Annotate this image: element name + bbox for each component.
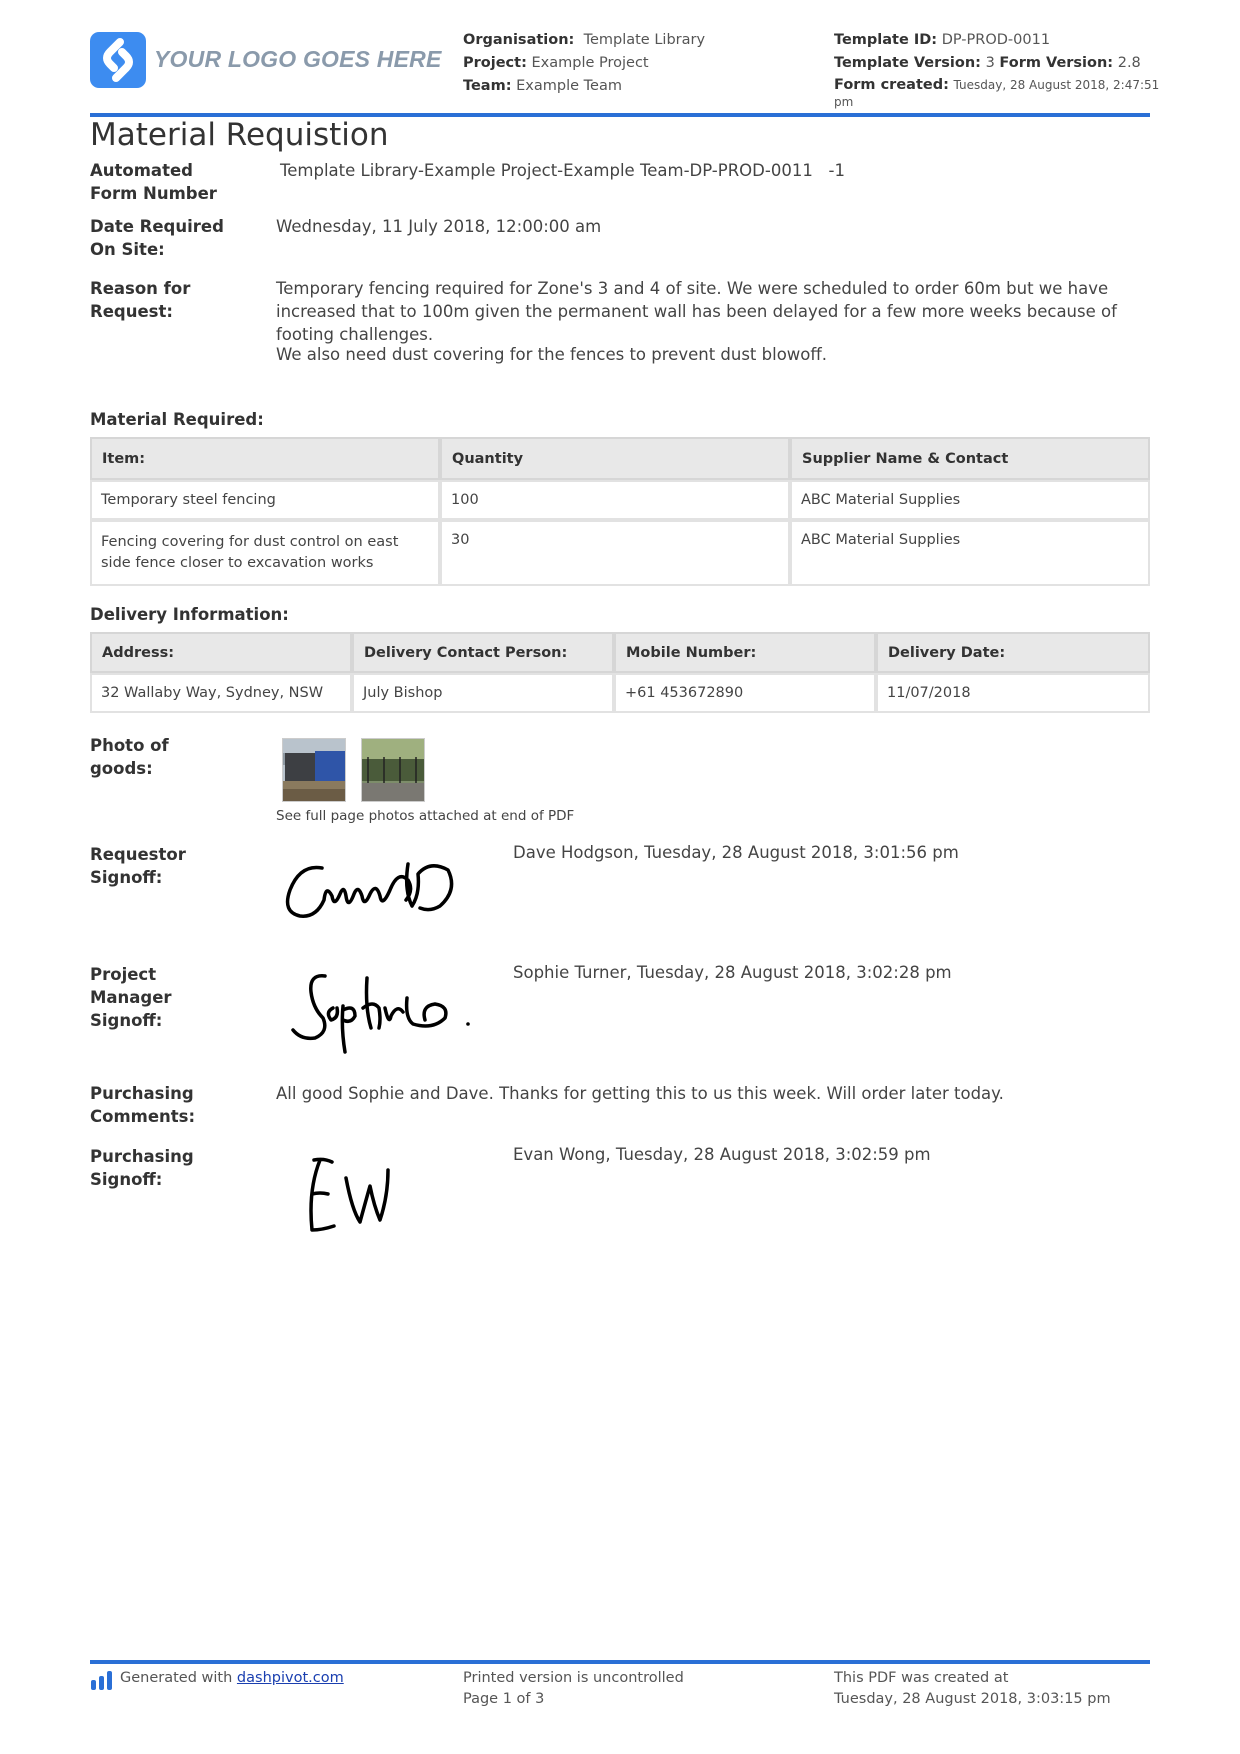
- goods-photo-2[interactable]: [361, 738, 425, 802]
- dashpivot-icon: [91, 1670, 113, 1694]
- project-manager-label: Project Manager Signoff:: [90, 965, 172, 1030]
- header-meta-left: Organisation: Template Library Project: Example Project Team: Example Team: [463, 32, 706, 94]
- reason-paragraph-1: Temporary fencing required for Zone's 3 and 4 of site. We were scheduled to order 60m but we have increased that to 100m given the permanent wall has been delayed for a few more weeks because of footing challenges.: [276, 279, 1117, 344]
- table-row: [90, 520, 1150, 586]
- delivery-col-date: Delivery Date:: [876, 632, 1150, 673]
- purchasing-comments-label: Purchasing Comments:: [90, 1084, 196, 1126]
- form-created-value: Tuesday, 28 August 2018, 2:47:51: [953, 78, 1160, 92]
- material-item: Fencing covering for dust control on east side fence closer to excavation works: [90, 520, 440, 586]
- material-quantity: 30: [440, 520, 790, 586]
- footer-printed: Printed version is uncontrolled: [463, 1670, 684, 1686]
- footer-page-number: Page 1 of 3: [463, 1691, 545, 1707]
- table-row: [90, 480, 1150, 520]
- project-value: Example Project: [531, 55, 649, 71]
- form-created-tail: pm: [834, 95, 854, 109]
- material-header-row: [90, 437, 1150, 480]
- form-number-label: Automated Form Number: [90, 161, 217, 203]
- header-meta-right: Template ID: DP-PROD-0011 Template Version: 3 Form Version: 2.8 Form created: Tuesday, 28 August 2018, 2:47:51 pm: [834, 32, 1160, 109]
- footer-divider: [90, 1660, 1150, 1664]
- delivery-section-label: Delivery Information:: [90, 605, 289, 624]
- requestor-signature: [280, 850, 460, 930]
- reason-label: Reason for Request:: [90, 279, 191, 321]
- template-version-value: 3: [985, 55, 995, 71]
- material-section-label: Material Required:: [90, 410, 264, 429]
- organisation-value: Template Library: [583, 32, 706, 48]
- date-required-value: Wednesday, 11 July 2018, 12:00:00 am: [276, 217, 602, 236]
- form-version-value: 2.8: [1117, 55, 1141, 71]
- material-table: [90, 437, 1150, 586]
- project-manager-signature: [285, 968, 475, 1058]
- requestor-label: Requestor Signoff:: [90, 845, 186, 887]
- reason-paragraph-2: We also need dust covering for the fences to prevent dust blowoff.: [276, 345, 828, 364]
- footer-pdf-created: Tuesday, 28 August 2018, 3:03:15 pm: [834, 1691, 1111, 1707]
- template-id-value: DP-PROD-0011: [941, 32, 1051, 48]
- logo-icon: [90, 32, 146, 88]
- delivery-col-address: Address:: [90, 632, 352, 673]
- delivery-address: 32 Wallaby Way, Sydney, NSW: [90, 673, 352, 713]
- delivery-header-row: [90, 632, 1150, 673]
- page-title: Material Requistion: [90, 117, 389, 153]
- delivery-table: [90, 632, 1150, 713]
- material-col-supplier: Supplier Name & Contact: [790, 437, 1150, 480]
- footer-right: [834, 1668, 1111, 1710]
- photo-label: Photo of goods:: [90, 736, 169, 778]
- goods-photo-1[interactable]: [282, 738, 346, 802]
- table-row: [90, 673, 1150, 713]
- material-item: Temporary steel fencing: [90, 480, 440, 520]
- footer-generated: Generated with dashpivot.com: [120, 1670, 344, 1686]
- delivery-col-mobile: Mobile Number:: [614, 632, 876, 673]
- delivery-mobile: +61 453672890: [614, 673, 876, 713]
- material-col-quantity: Quantity: [440, 437, 790, 480]
- form-number-value: Template Library-Example Project-Example Team-DP-PROD-0011 -1: [280, 161, 846, 180]
- material-supplier: ABC Material Supplies: [790, 480, 1150, 520]
- material-col-item: Item:: [90, 437, 440, 480]
- material-supplier: ABC Material Supplies: [790, 520, 1150, 586]
- footer-center: [463, 1668, 684, 1710]
- material-quantity: 100: [440, 480, 790, 520]
- photo-note: See full page photos attached at end of PDF: [276, 808, 575, 824]
- purchasing-signature: [300, 1150, 430, 1240]
- date-required-label: Date Required On Site:: [90, 217, 224, 259]
- purchasing-comments-value: All good Sophie and Dave. Thanks for getting this to us this week. Will order later today.: [276, 1084, 1004, 1103]
- delivery-date: 11/07/2018: [876, 673, 1150, 713]
- footer-pdf-created-label: This PDF was created at: [834, 1670, 1009, 1686]
- delivery-contact: July Bishop: [352, 673, 614, 713]
- purchasing-signoff-meta: Evan Wong, Tuesday, 28 August 2018, 3:02:59 pm: [513, 1145, 931, 1164]
- purchasing-signoff-label: Purchasing Signoff:: [90, 1147, 194, 1189]
- delivery-col-contact: Delivery Contact Person:: [352, 632, 614, 673]
- project-manager-signoff-meta: Sophie Turner, Tuesday, 28 August 2018, 3:02:28 pm: [513, 963, 952, 982]
- team-value: Example Team: [516, 78, 622, 94]
- requestor-signoff-meta: Dave Hodgson, Tuesday, 28 August 2018, 3:01:56 pm: [513, 843, 959, 862]
- dashpivot-link[interactable]: dashpivot.com: [236, 1670, 344, 1686]
- logo-text: YOUR LOGO GOES HERE: [154, 46, 442, 72]
